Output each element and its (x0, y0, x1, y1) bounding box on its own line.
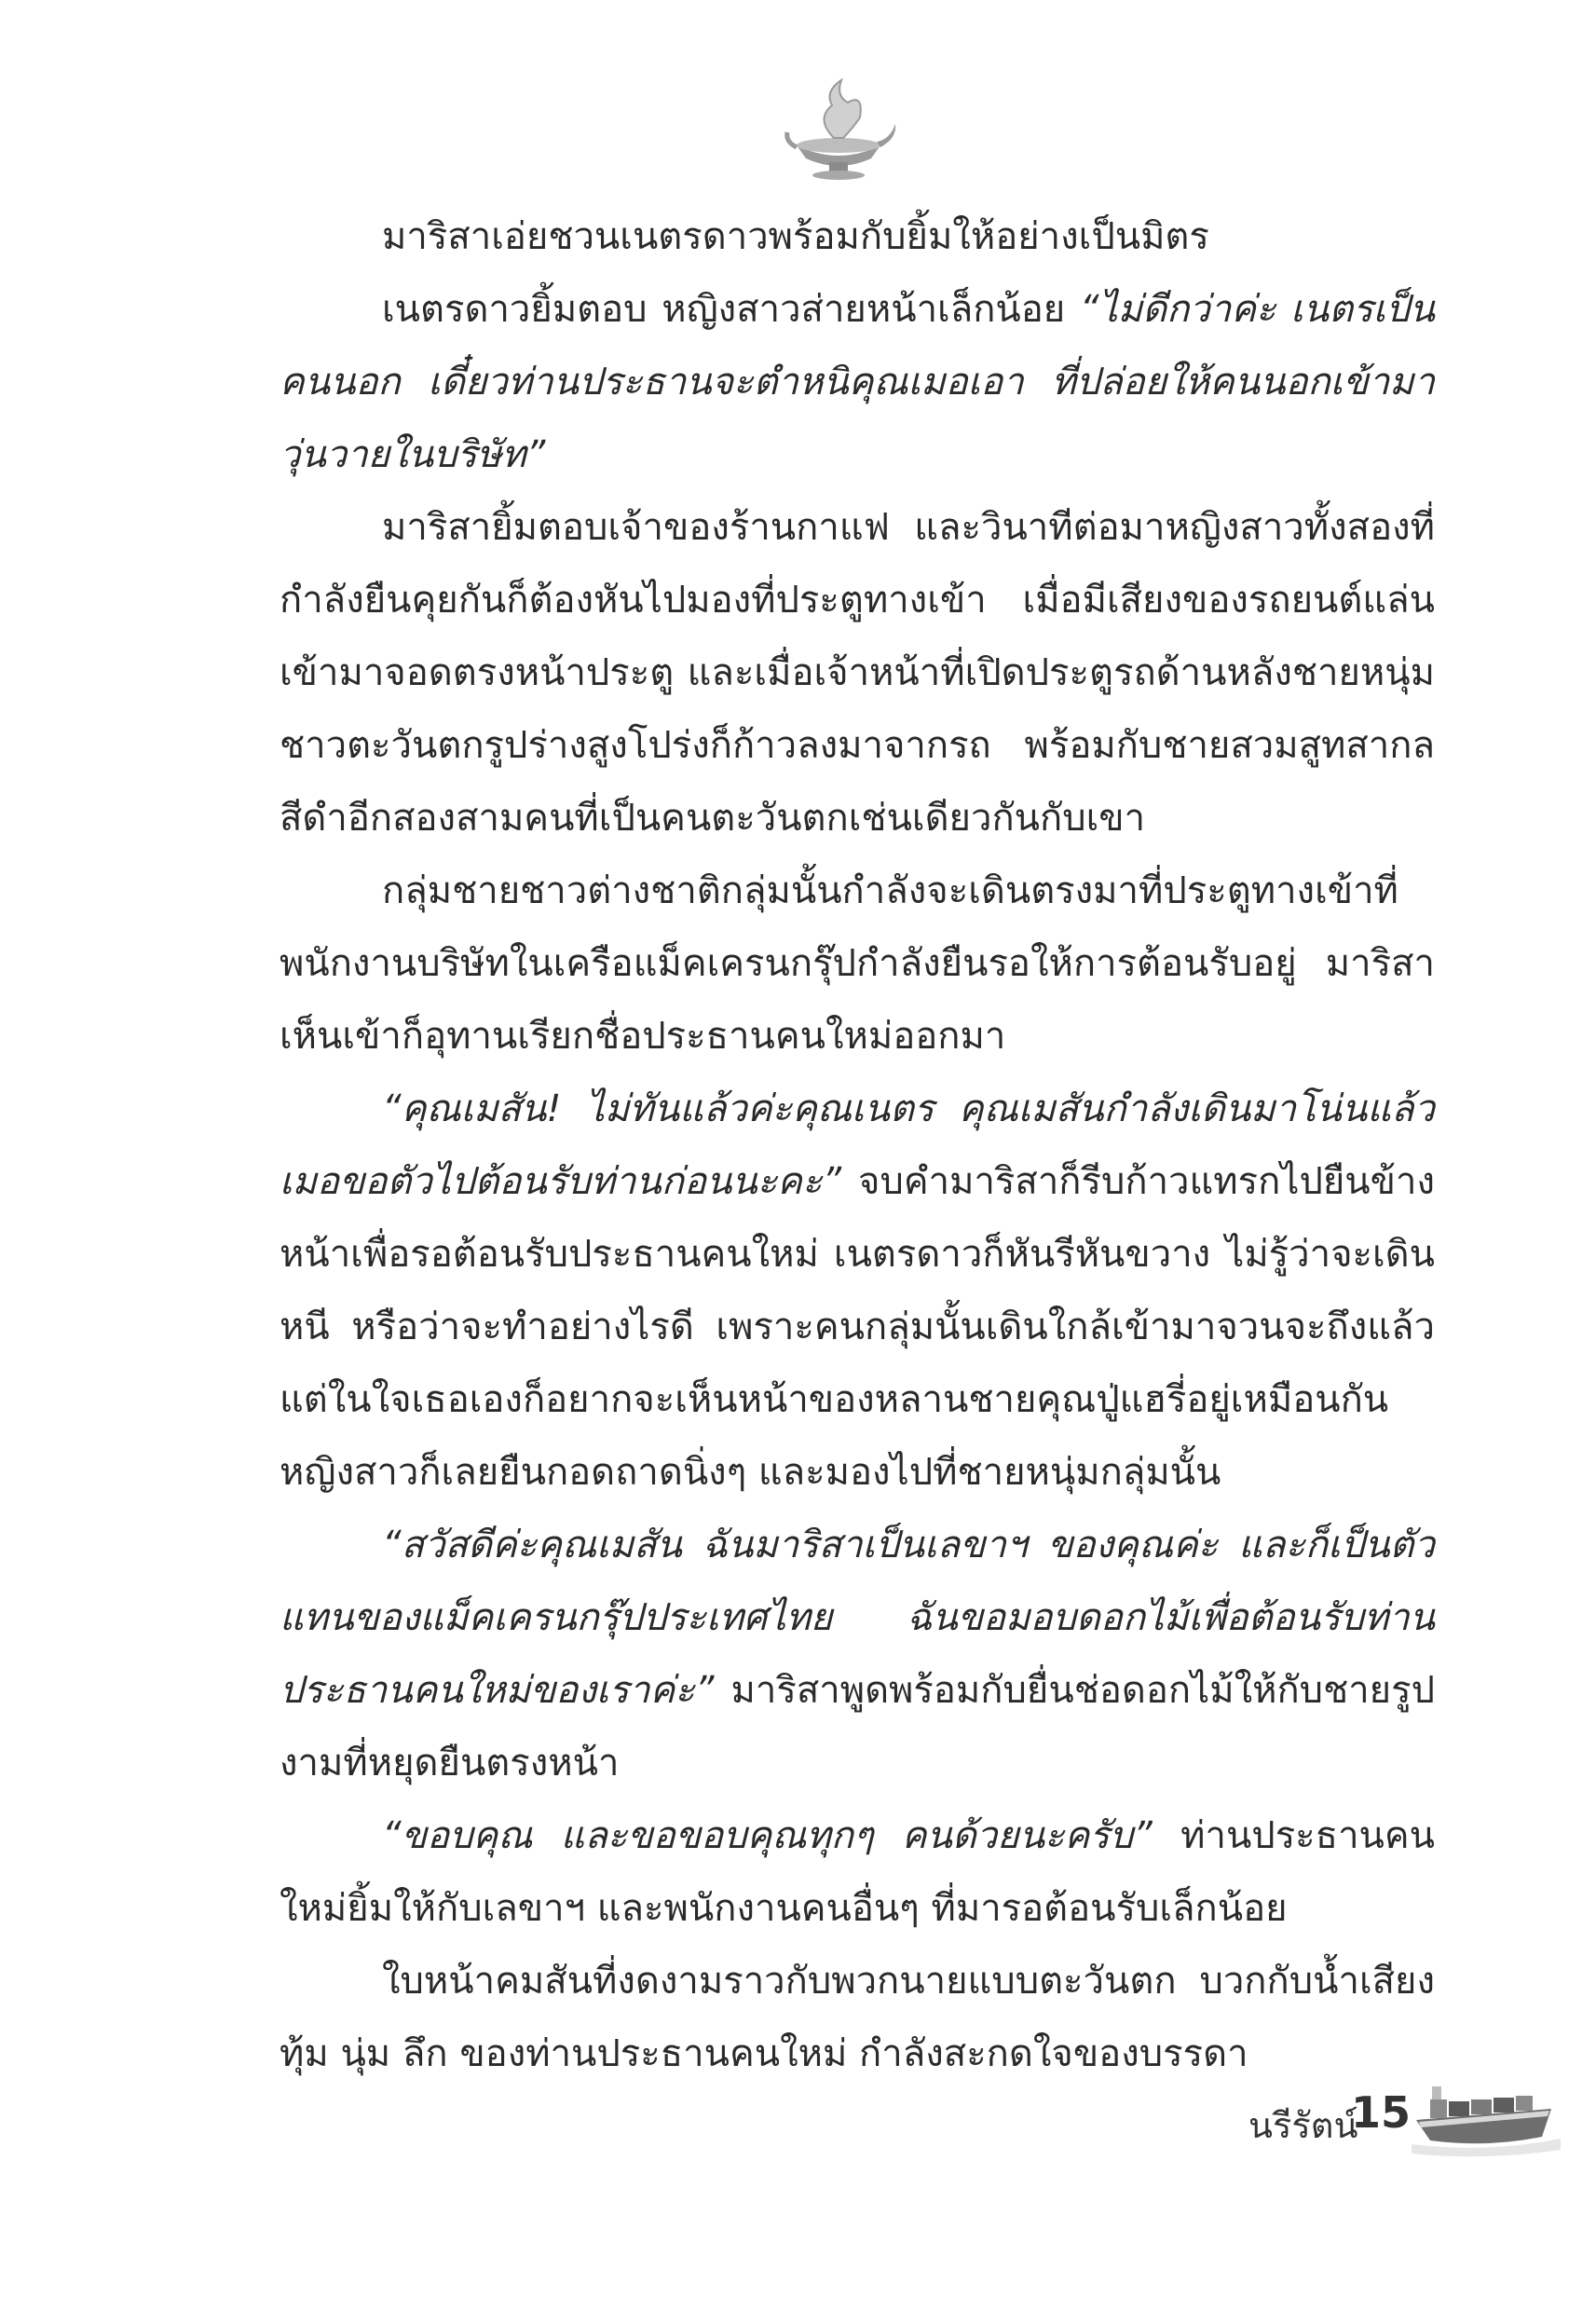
dialogue-text: “ไม่ดีกว่าค่ะ เนตรเป็นคนนอก เดี๋ยวท่านประธานจะตำหนิคุณเมอเอา ที่ปล่อยให้คนนอกเข้ามาวุ่นวายในบริษัท” (280, 288, 1435, 476)
page-number: 15 (1351, 2087, 1412, 2138)
paragraph-text: มาริสาพูดพร้อมกับยื่นช่อดอกไม้ให้กับชายรูปงามที่หยุดยืนตรงหน้า (280, 1669, 1435, 1785)
paragraph-text: จบคำมาริสาก็รีบก้าวแทรกไปยืนข้างหน้าเพื่อรอต้อนรับประธานคนใหม่ เนตรดาวก็หันรีหันขวาง ไม่รู้ว่าจะเดินหนี หรือว่าจะทำอย่างไรดี เพราะคนกลุ่มนั้นเดินใกล้เข้ามาจวนจะถึงแล้ว แต่ในใจเธอเองก็อยากจะเห็นหน้าของหลานชายคุณปู่แฮรี่อยู่เหมือนกัน หญิงสาวก็เลยยืนกอดถาดนิ่งๆ และมองไปที่ชายหนุ่มกลุ่มนั้น (280, 1160, 1435, 1494)
dialogue-text: “คุณเมสัน! ไม่ทันแล้วค่ะคุณเนตร คุณเมสันกำลังเดินมาโน่นแล้ว เมอขอตัวไปต้อนรับท่านก่อนนะคะ” (280, 1087, 1435, 1203)
page-footer (1211, 2078, 1565, 2153)
dialogue-text: “สวัสดีค่ะคุณเมสัน ฉันมาริสาเป็นเลขาฯ ของคุณค่ะ และก็เป็นตัวแทนของแม็คเครนกรุ๊ปประเทศไทย ฉันขอมอบดอกไม้เพื่อต้อนรับท่านประธานคนใหม่ของเราค่ะ” (280, 1524, 1435, 1712)
paragraph-text: ท่านประธานคนใหม่ยิ้มให้กับเลขาฯ และพนักงานคนอื่นๆ ที่มารอต้อนรับเล็กน้อย (280, 1814, 1435, 1930)
body-text (280, 200, 1435, 2090)
book-title: นรีรัตน์ (1248, 2105, 1358, 2146)
paragraph-text: มาริสายิ้มตอบเจ้าของร้านกาแฟ และวินาทีต่อมาหญิงสาวทั้งสองที่กำลังยืนคุยกันก็ต้องหันไปมองที่ประตูทางเข้า เมื่อมีเสียงของรถยนต์แล่นเข้ามาจอดตรงหน้าประตู และเมื่อเจ้าหน้าที่เปิดประตูรถด้านหลังชายหนุ่มชาวตะวันตกรูปร่างสูงโปร่งก็ก้าวลงมาจากรถ พร้อมกับชายสวมสูทสากลสีดำอีกสองสามคนที่เป็นคนตะวันตกเช่นเดียวกันกับเขา (280, 506, 1435, 840)
paragraph-text: กลุ่มชายชาวต่างชาติกลุ่มนั้นกำลังจะเดินตรงมาที่ประตูทางเข้าที่พนักงานบริษัทในเครือแม็คเครนกรุ๊ปกำลังยืนรอให้การต้อนรับอยู่ มาริสาเห็นเข้าก็อุทานเรียกชื่อประธานคนใหม่ออกมา (280, 869, 1435, 1058)
paragraph-text: มาริสาเอ่ยชวนเนตรดาวพร้อมกับยิ้มให้อย่างเป็นมิตร (382, 215, 1209, 258)
paragraph (280, 1945, 1435, 2090)
paragraph (280, 1073, 1435, 1509)
paragraph (280, 200, 1435, 273)
cargo-ship-icon (1412, 2064, 1561, 2157)
paragraph (280, 855, 1435, 1073)
paragraph (280, 491, 1435, 855)
paragraph-text: เนตรดาวยิ้มตอบ หญิงสาวส่ายหน้าเล็กน้อย (382, 288, 1080, 331)
paragraph (280, 273, 1435, 491)
dialogue-text: “ขอบคุณ และขอขอบคุณทุกๆ คนด้วยนะครับ” (382, 1814, 1153, 1857)
paragraph (280, 1509, 1435, 1799)
paragraph (280, 1799, 1435, 1945)
paragraph-text: ใบหน้าคมสันที่งดงามราวกับพวกนายแบบตะวันตก บวกกับน้ำเสียงทุ้ม นุ่ม ลึก ของท่านประธานคนใหม่ กำลังสะกดใจของบรรดา (280, 1960, 1435, 2075)
magic-lamp-icon (778, 73, 899, 185)
